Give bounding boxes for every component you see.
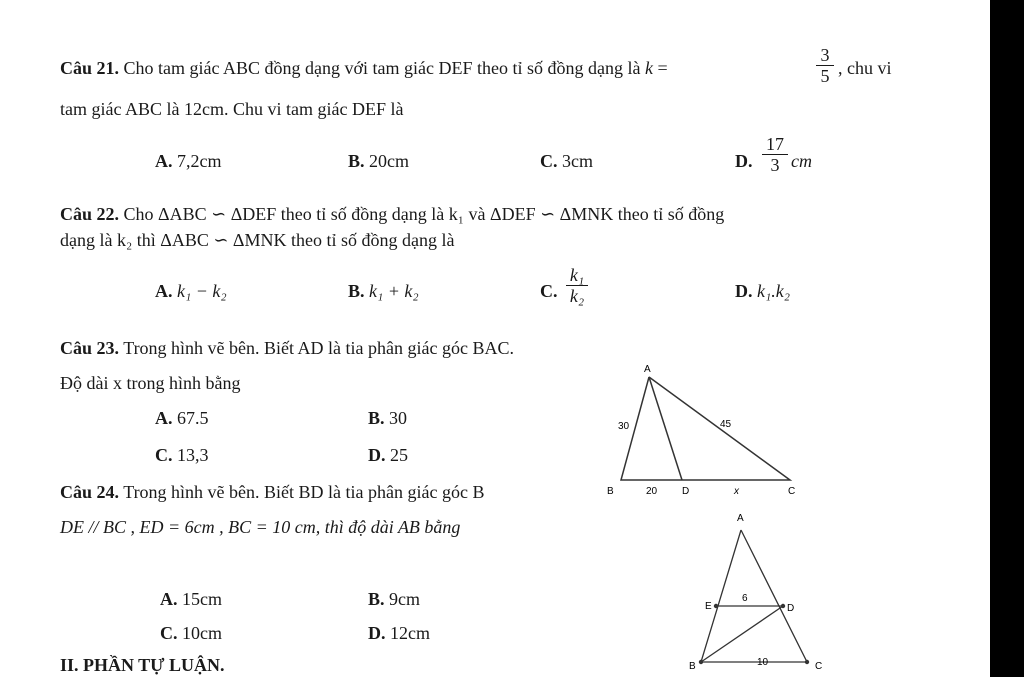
- q23-side-bd: 20: [646, 486, 658, 497]
- q23-triangle-figure: [600, 360, 810, 500]
- q21-option-d-fraction: $\frac{17}{3}$: [762, 134, 788, 175]
- q21-eq: =: [657, 58, 668, 78]
- q24-bisector-bd: [701, 606, 783, 662]
- q21-line2: tam giác ABC là 12cm. Chu vi tam giác DEF là: [60, 99, 404, 119]
- section-title: II. PHẦN TỰ LUẬN.: [60, 655, 225, 675]
- q24-side-ed: 6: [742, 593, 748, 604]
- q21-ratio-fraction: [816, 45, 834, 86]
- q22-label: Câu 22.: [60, 204, 120, 224]
- q21-ratio-den: 5: [816, 65, 834, 86]
- q23-label-d: D: [682, 486, 690, 497]
- q23-bisector-ad: [649, 377, 682, 480]
- q22-option-d: D. k₁.k₂: [735, 281, 790, 301]
- q24-option-c: C. 10cm: [160, 623, 222, 643]
- q24-label-b: B: [689, 661, 696, 672]
- q23-side-ab: 30: [618, 421, 630, 432]
- q24-point-c: [805, 660, 809, 664]
- q24-option-a: A. 15cm: [160, 589, 222, 609]
- q22-line2: dạng là k₂ thì ΔABC ∽ ΔMNK theo tỉ số đồng dạng là: [60, 230, 455, 250]
- right-edge-bar: [990, 0, 1024, 677]
- q24-side-bc: 10: [757, 657, 769, 668]
- q22-option-a: A. k₁ − k₂: [155, 281, 227, 301]
- q23-option-d: D. 25: [368, 445, 408, 465]
- q24-point-e: [714, 604, 718, 608]
- q23-label-b: B: [607, 486, 614, 497]
- q21-line1: [60, 57, 668, 79]
- q22-option-c-fraction: $\frac{\text{k₁}}{\text{k₂}}$: [566, 265, 588, 306]
- q24-point-b: [699, 660, 703, 664]
- q21-option-c: C. 3cm: [540, 151, 593, 171]
- q22-text1: Cho ΔABC ∽ ΔDEF theo tỉ số đồng dạng là k₁ và ΔDEF ∽ ΔMNK theo tỉ số đồng: [123, 204, 725, 224]
- q21-label: Câu 21.: [60, 58, 120, 78]
- q24-label-e: E: [705, 601, 712, 612]
- q24-point-d: [781, 604, 785, 608]
- q23-option-a: A. 67.5: [155, 408, 209, 428]
- q21-option-d-label: D.: [735, 151, 753, 171]
- q22-option-c-label: C.: [540, 281, 558, 301]
- q24-line1: Câu 24. Trong hình vẽ bên. Biết BD là tia phân giác góc B: [60, 482, 485, 502]
- q23-line2: Độ dài x trong hình bằng: [60, 373, 241, 393]
- q24-label-c: C: [815, 661, 823, 672]
- q22-option-b: B. k₁ + k₂: [348, 281, 419, 301]
- q21-option-b: B. 20cm: [348, 151, 410, 171]
- q21-text: Cho tam giác ABC đồng dạng với tam giác DEF theo tỉ số đồng dạng là: [123, 58, 641, 78]
- q23-triangle-abc: [621, 377, 790, 480]
- q22-line1: [60, 203, 724, 225]
- q24-label-d: D: [787, 603, 795, 614]
- q23-option-c: C. 13,3: [155, 445, 209, 465]
- q23-label-a: A: [644, 364, 651, 375]
- q24-option-b: B. 9cm: [368, 589, 421, 609]
- q21-ratio-num: 3: [820, 45, 830, 65]
- q21-k: k: [644, 58, 653, 78]
- q23-label: Câu 23.: [60, 338, 120, 358]
- q24-option-d: D. 12cm: [368, 623, 430, 643]
- q23-option-b: B. 30: [368, 408, 408, 428]
- q23-side-dc: x: [734, 486, 739, 497]
- q23-line1: Câu 23. Trong hình vẽ bên. Biết AD là tia phân giác góc BAC.: [60, 338, 514, 358]
- q24-triangle-abc: [701, 530, 807, 662]
- q24-line2: DE // BC , ED = 6cm , BC = 10 cm, thì độ dài AB bằng: [60, 517, 461, 537]
- q23-label-c: C: [788, 486, 796, 497]
- q24-triangle-figure: [680, 505, 830, 677]
- q21-text-after: , chu vi: [838, 58, 892, 78]
- q23-side-ac: 45: [720, 419, 732, 430]
- q21-option-a: A. 7,2cm: [155, 151, 222, 171]
- q24-label-a: A: [737, 513, 744, 524]
- q24-label: Câu 24.: [60, 482, 120, 502]
- q21-option-d-unit: cm: [791, 151, 812, 171]
